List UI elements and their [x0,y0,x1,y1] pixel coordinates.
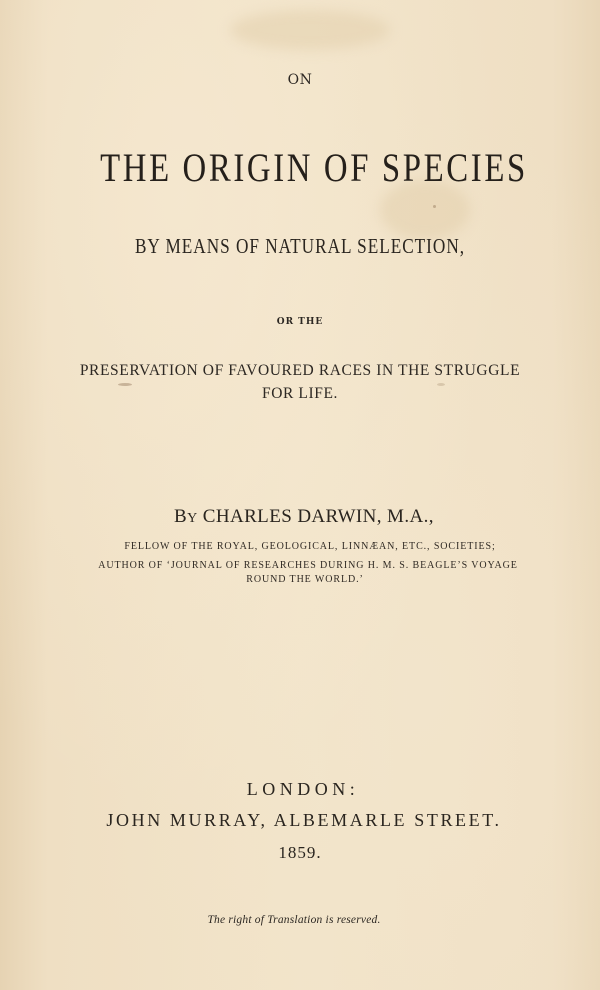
by-prefix-rest: Y [187,511,198,526]
paper-stain [230,10,390,50]
author-name: CHARLES DARWIN, M.A., [202,506,434,527]
alternate-title-line-2: FOR LIFE. [261,385,339,402]
credentials-line-3: ROUND THE WORLD.’ [246,574,364,585]
ink-speck [433,205,436,208]
imprint-year: 1859. [278,843,322,862]
subtitle: BY MEANS OF NATURAL SELECTION, [134,234,466,258]
credentials-line-1: FELLOW OF THE ROYAL, GEOLOGICAL, LINNÆAN, ETC., SOCIETIES; [124,541,496,552]
preface-word: ON [287,72,313,88]
credentials-line-2: AUTHOR OF ‘JOURNAL OF RESEARCHES DURING H. M. S. BEAGLE’S VOYAGE [98,560,518,571]
by-prefix-initial: B [174,506,188,527]
connector-text: OR THE [276,317,324,327]
imprint-city: LONDON: [246,779,360,799]
rights-notice: The right of Translation is reserved. [207,914,381,926]
alternate-title-line-1: PRESERVATION OF FAVOURED RACES IN THE STRUGGLE [79,362,521,379]
author-line [4,506,600,528]
imprint-publisher: JOHN MURRAY, ALBEMARLE STREET. [106,810,502,830]
main-title: THE ORIGIN OF SPECIES [100,145,528,190]
